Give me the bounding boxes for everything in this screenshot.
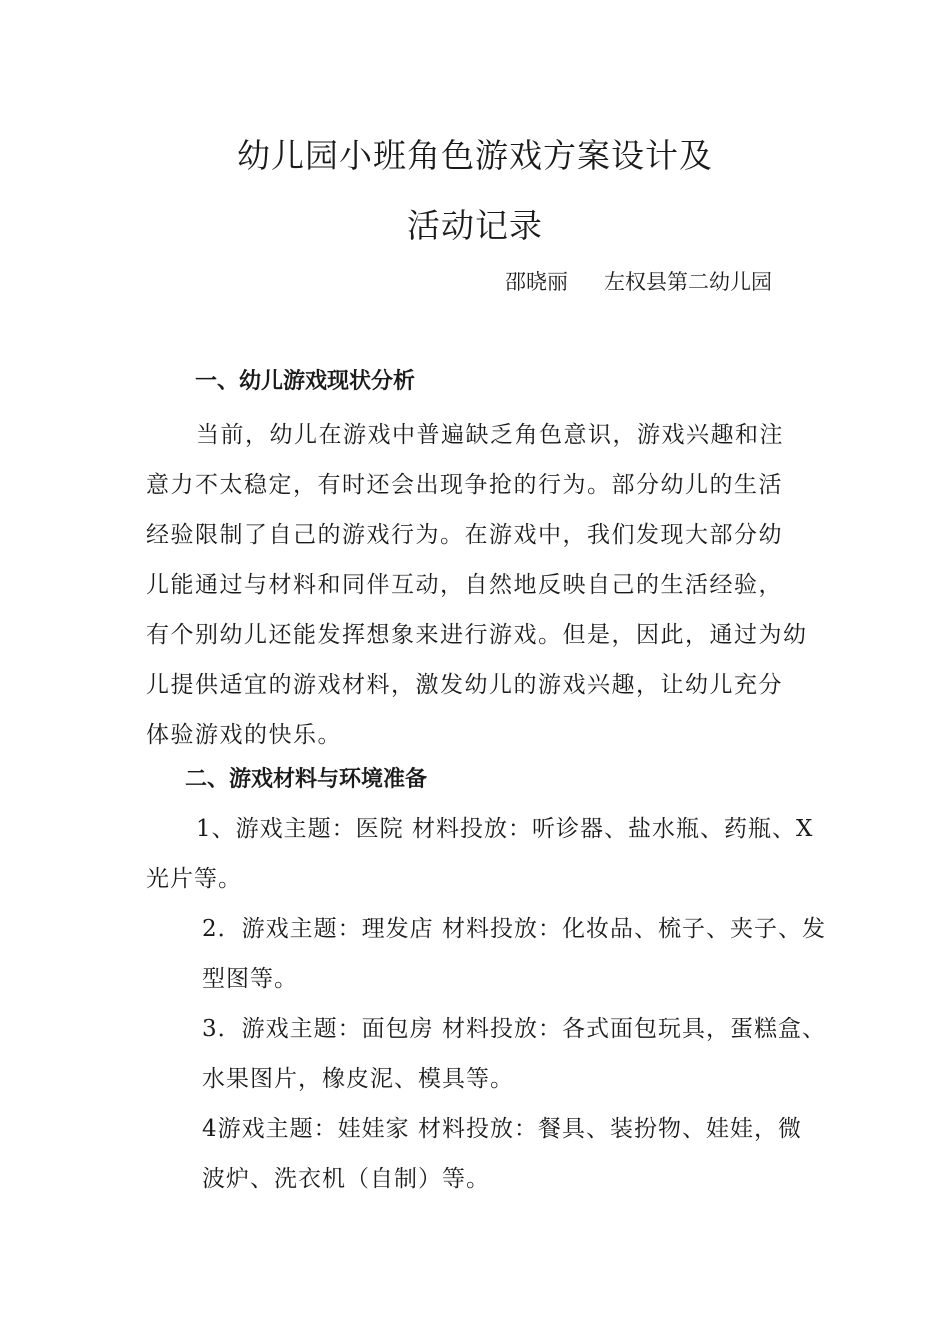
- paragraph-line: 有个别幼儿还能发挥想象来进行游戏。但是，因此，通过为幼: [146, 622, 808, 648]
- list-item: [146, 1104, 836, 1204]
- list-item-line: 水果图片，橡皮泥、模具等。: [202, 1066, 514, 1092]
- paragraph-line: 儿提供适宜的游戏材料，激发幼儿的游戏兴趣，让幼儿充分: [146, 672, 783, 698]
- author-line: [505, 266, 772, 296]
- list-item-line: 型图等。: [202, 966, 298, 992]
- list-item-line: 光片等。: [146, 866, 242, 892]
- paragraph-line: 儿能通过与材料和同伴互动，自然地反映自己的生活经验，: [146, 572, 783, 598]
- list-item: [146, 904, 836, 1004]
- list-item: [146, 804, 836, 904]
- document-title-line-2: 活动记录: [407, 206, 543, 245]
- author-name: 邵晓丽: [505, 270, 568, 294]
- paragraph-line: 体验游戏的快乐。: [146, 722, 342, 748]
- paragraph-line: 经验限制了自己的游戏行为。在游戏中，我们发现大部分幼: [146, 522, 783, 548]
- section-1-body: [146, 410, 826, 760]
- list-item: [146, 1004, 836, 1104]
- document-title-line-1: 幼儿园小班角色游戏方案设计及: [237, 136, 713, 175]
- list-item-line: 3．游戏主题：面包房 材料投放：各式面包玩具，蛋糕盒、: [202, 1016, 826, 1042]
- list-item-line: 1、游戏主题：医院 材料投放：听诊器、盐水瓶、药瓶、X: [196, 816, 814, 842]
- list-item-line: 4游戏主题：娃娃家 材料投放：餐具、装扮物、娃娃，微: [202, 1116, 802, 1142]
- list-item-line: 波炉、洗衣机（自制）等。: [202, 1166, 490, 1192]
- section-1-heading: 一、幼儿游戏现状分析: [195, 368, 416, 394]
- paragraph-line: 当前，幼儿在游戏中普遍缺乏角色意识，游戏兴趣和注: [196, 422, 784, 448]
- paragraph-line: 意力不太稳定，有时还会出现争抢的行为。部分幼儿的生活: [146, 472, 783, 498]
- section-2-heading: 二、游戏材料与环境准备: [185, 766, 428, 792]
- author-school: 左权县第二幼儿园: [604, 270, 772, 294]
- list-item-line: 2．游戏主题：理发店 材料投放：化妆品、梳子、夹子、发: [202, 916, 826, 942]
